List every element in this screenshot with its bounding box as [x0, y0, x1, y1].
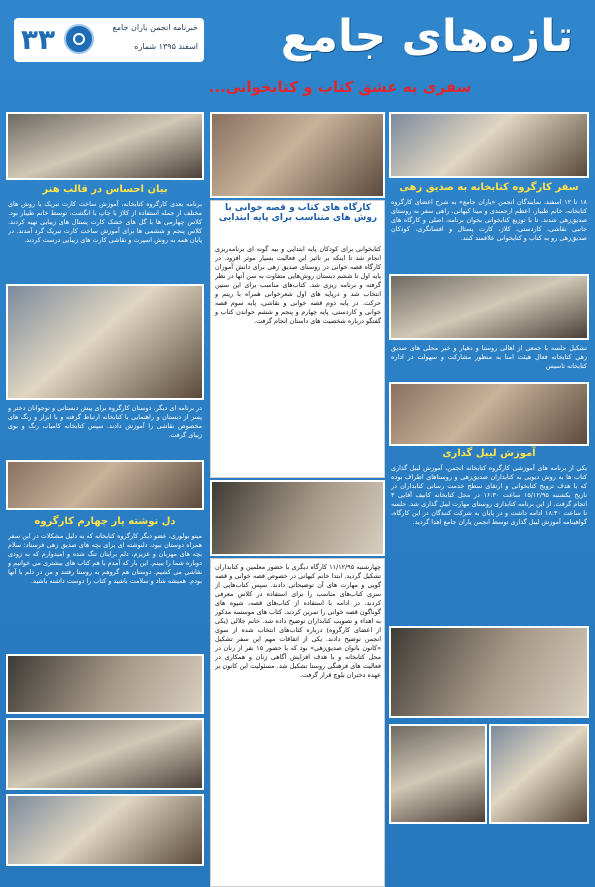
- issue-number: ۳۳: [20, 23, 56, 56]
- newsletter-subtitle: سفری به عشق کتاب و کتابخوانی...: [208, 78, 472, 96]
- photo-storytelling: [210, 112, 385, 198]
- article-panel-storytelling: [210, 200, 385, 478]
- photo-shelves: [389, 626, 589, 718]
- photo-labelling: [389, 382, 589, 446]
- article-body-storytelling: کتابخوانی برای کودکان پایه ابتدایی و بیه گونه ای برنامه‌ریزی انجام شد تا اینکه بر تاثیر این فعالیت بسیار موثر افزود. در کارگاه قصه خوانی در روستای صدیق زهی برای دانش آموزان پایه اول تا ششم دبستان روش‌هایی متفاوت به سن آنها در نظر گرفته و برنامه ریزی شد. کتاب‌های مناسب برای این سنین انتخاب شد و درپایه های اول شعرخوانی همراه با ریتم و حرکت. در پایه دوم قصه خوانی و نقاشی، پایه سوم قصه خوانی و کاردستی، پایه چهارم و پنجم و ششم خواندن کتاب و گفتگو درباره شخصیت های داستان انجام گرفت.: [215, 245, 381, 325]
- photo-art-class: [6, 112, 204, 180]
- article-body-library-trip: ۱۸ تا ۱۲ اسفند، نمایندگان انجمن «یاران جامع» به شرح اعضای کارگروه کتابخانه، خانم طیبار، اعظم ارجمندی و مینا کیهانی، راهی سفر به روستای صدیق‌زهی شدند. تا با توزیع کتابخوانی بخوان برنامه، اصلی و کارگاه های جانبی نقاشی، کاردستی، کلاژ، کارت پستال و افسانگری، کودکان صدیق‌زهی رو به کتاب و کتابخوانی علاقمند کنند.: [391, 198, 587, 242]
- newsletter-name: خبرنامه انجمن یاران جامع: [112, 23, 198, 32]
- right-column: [389, 108, 589, 887]
- issue-info-box: [14, 18, 204, 62]
- article-body-workshop: چهارشنبه ۱۱/۱۲/۹۵ کارگاه دیگری با حضور معلمین و کتابداران تشکیل گردید. ابتدا خانم کیهانی در خصوص قصه خوانی و قصه گویی و مهارت های آن توضیحاتی دادند. سپس کتاب‌هایی از سری کتاب‌های مناسب را برای استفاده در کلاس معرفی کردند. در ادامه با استفاده از کتاب‌های قصه، شیوه های گوناگون قصه خوانی را تمرین کردند. کتاب های موسسه مذکور به اهداء و تصویب کتابداران توضیح داده شد. خانم جلالی (یکی از اعضای کارگروه) درباره کتاب‌های انتخاب شده از سوی انجمن توضیح دادند. یکی از اتفاقات مهم این سفر تشکیل «کانون بانوان صدیق‌زهی» بود که با حضور ۱۵ نفر از زنان در محل کتابخانه و با هدف افزایش آگاهی زنان و همکاری در فعالیت های فرهنگی روستا تشکیل شد. مسئولیت این کانون بر عهده دختران بلوچ قرار گرفت.: [215, 563, 381, 679]
- newsletter-title: تازه‌های جامع: [280, 11, 574, 62]
- middle-column: [210, 108, 385, 887]
- photo-meeting: [389, 274, 589, 340]
- photo-library-visit: [389, 112, 589, 178]
- photo-drawings: [6, 284, 204, 400]
- article-heading-labelling: آموزش لیبل گذاری: [442, 448, 536, 459]
- issue-date: اسفند ۱۳۹۵ شماره: [134, 42, 198, 51]
- article-heading-library-trip: سفر کارگروه کتابخانه به صدیق زهی: [399, 182, 579, 193]
- article-heading-letter: دل نوشته یار چهارم کارگروه: [34, 516, 176, 527]
- photo-boy-2: [389, 724, 487, 824]
- article-heading-storytelling: کارگاه های کتاب و قصه خوانی با روش های متناسب برای پایه ابتدایی: [218, 203, 378, 223]
- photo-classroom: [6, 460, 204, 510]
- photo-boy-1: [489, 724, 589, 824]
- photo-teachers: [6, 654, 204, 714]
- article-body-letter: مینو بولوری، عضو دیگر کارگروه کتابخانه که به دلیل مشکلات در این سفر همراه دوستان نبود، دلنوشته ای برای بچه های صدیق زهی فرستاد: سلام بچه های مهربان و عزیزم، دلم برایتان تنگ شده و امیدوارم که به زودی دوباره شما را ببینم. این بار که آمدم با هم کتاب های بیشتری می خوانیم و نقاشی می کشیم. دوستان هم گروهم به روستا رفتند و من در دلم با آنها بودم. همیشه شاد و سلامت باشید و کتاب را دوست داشته باشید.: [8, 532, 202, 585]
- article-body-meeting: تشکیل جلسه با جمعی از اهالی روستا و دهیار و خیر محلی های صدیق زهی کتابخانه فعال هیئت امنا به منظور مشارکت و سهولت در اداره کتابخانه تاسیس: [391, 344, 587, 370]
- article-heading-art: بیان احساس در قالب هنر: [42, 184, 168, 195]
- article-body-art: برنامه بعدی کارگروه کتابخانه، آموزش ساخت کارت تبریک با روش های مختلف از جمله استفاده از کلاژ با چاپ با انگشت، توسط خانم طیبار بود. کلاس چهارمی ها با گل های خشک کارت پستال های زیبایی تهیه کردند. کلاس پنجم و ششمی ها برای آموزش ساخت کارت تبریک گرد آمدند. در پایان همه به روش اسپرت و نقاشی کارت های زیبایی درست کردند.: [8, 200, 202, 244]
- photo-women-group: [210, 480, 385, 556]
- article-panel-workshop: [210, 558, 385, 887]
- article-body-painting: در برنامه ای دیگر، دوستان کارگروه برای پیش دبستانی و نوجوانان دختر و پسر از دبستان و راهنمایی با کتابخانه ارتباط گرفته و با ابزار و رنگ های مخصوص نقاشی را آموزش دادند. سپس کتابخانه کامیاب رنگ و بوی زیبای گرفت.: [8, 404, 202, 439]
- left-column: [6, 108, 204, 887]
- photo-girls: [6, 718, 204, 790]
- article-body-labelling: یکی از برنامه های آموزشی کارگروه کتابخانه انجمن، آموزش لیبل گذاری کتاب ها به روش دیویی به کتابداران صدیق‌زهی و روستاهای اطراف بوده که با هدف ترویج کتابخوانی و ارتقای سطح خدمت رسانی کتابداران در تاریخ یکشنبه ۱۵/۱۲/۹۵ ساعت ۱۶:۳۰ در محل کتابخانه کانیف آقایی ۳ اتجام گرفت. از این برنامه کتابداری روستای مهارت لیبل گذاری شد. جلسه تا ساعت ۱۸:۳۰ ادامه داشت و در پایان به شرکت کنندگان در این کارگاه، گواهینامه آموزش لیبل گذاری توسط انجمن یاران جامع اهدا گردید.: [391, 464, 587, 526]
- photo-women-reading: [6, 794, 204, 866]
